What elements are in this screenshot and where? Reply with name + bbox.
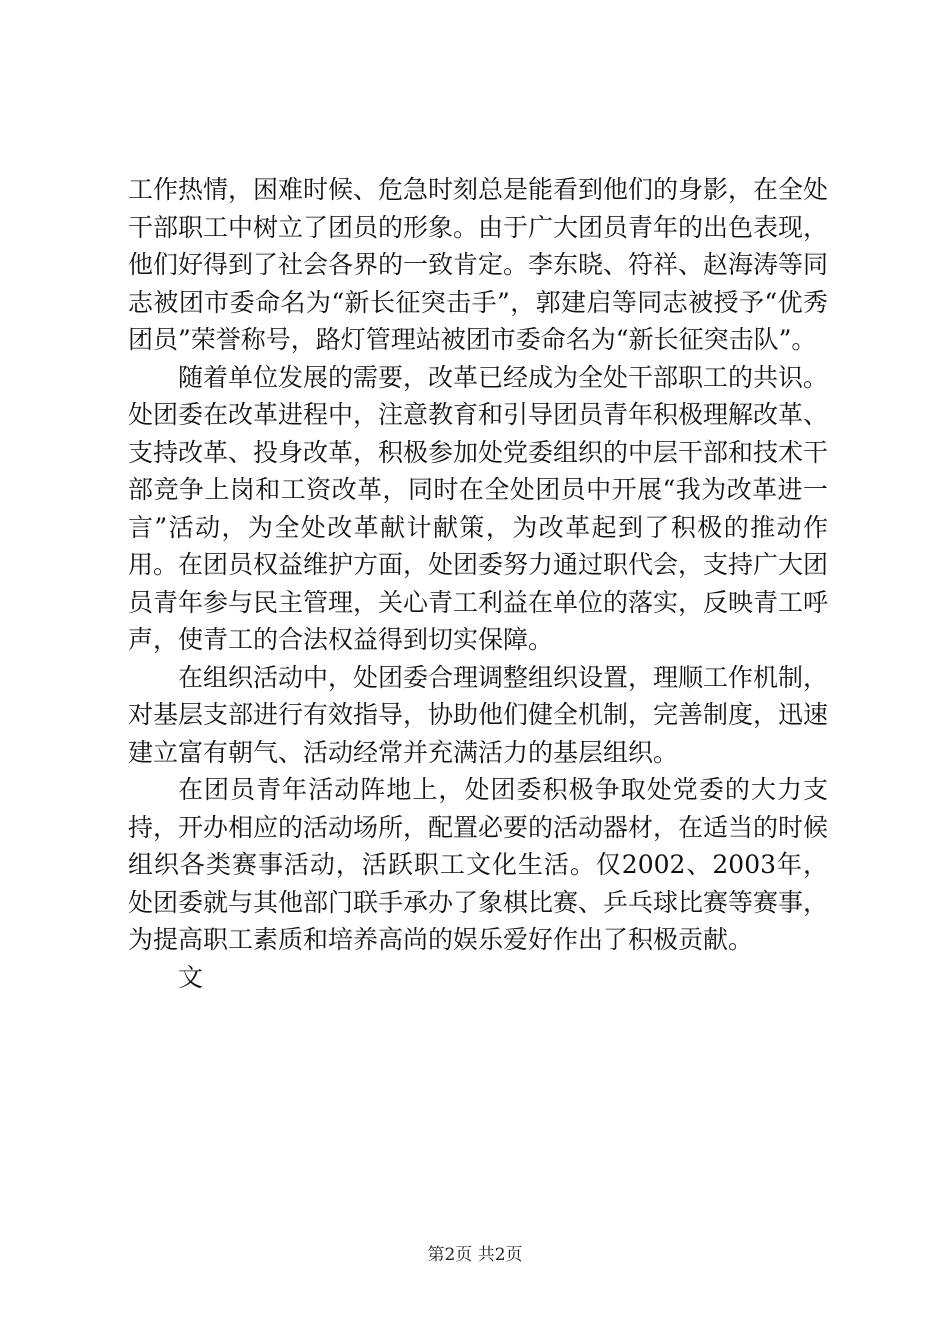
page-footer: 第2页 共2页	[427, 1245, 523, 1265]
paragraph-4: 在团员青年活动阵地上，处团委积极争取处党委的大力支持，开办相应的活动场所，配置必要的活动器材，在适当的时候组织各类赛事活动，活跃职工文化生活。仅2002、2003年，处团委就与其他部门联手承办了象棋比赛、乒乓球比赛等赛事，为提高职工素质和培养高尚的娱乐爱好作出了积极贡献。	[128, 775, 829, 954]
paragraph-1: 工作热情，困难时候、危急时刻总是能看到他们的身影，在全处干部职工中树立了团员的形象。由于广大团员青年的出色表现，他们好得到了社会各界的一致肯定。李东晓、符祥、赵海涛等同志被团市委命名为“新长征突击手”，郭建启等同志被授予“优秀团员”荣誉称号，路灯管理站被团市委命名为“新长征突击队”。	[128, 175, 829, 354]
paragraph-3: 在组织活动中，处团委合理调整组织设置，理顺工作机制，对基层支部进行有效指导，协助他们健全机制，完善制度，迅速建立富有朝气、活动经常并充满活力的基层组织。	[128, 662, 829, 767]
paragraph-5: 文	[178, 962, 204, 992]
paragraph-2: 随着单位发展的需要，改革已经成为全处干部职工的共识。处团委在改革进程中，注意教育和引导团员青年积极理解改革、支持改革、投身改革，积极参加处党委组织的中层干部和技术干部竞争上岗和工资改革，同时在全处团员中开展“我为改革进一言”活动，为全处改革献计献策，为改革起到了积极的推动作用。在团员权益维护方面，处团委努力通过职代会，支持广大团员青年参与民主管理，关心青工利益在单位的落实，反映青工呼声，使青工的合法权益得到切实保障。	[128, 362, 829, 654]
document-body	[128, 171, 828, 996]
